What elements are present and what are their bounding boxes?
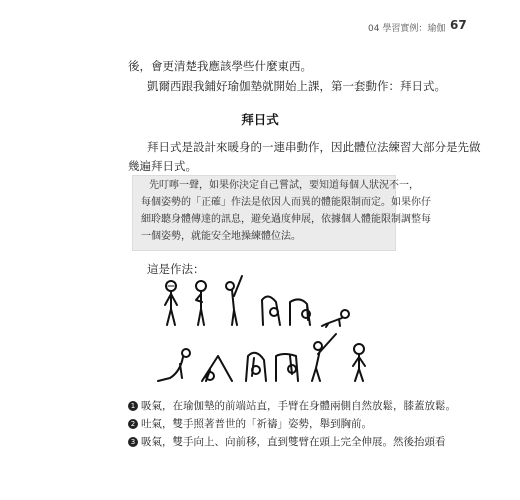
step-number-badge: 3 (128, 437, 138, 447)
chapter-header: 04 學習實例：瑜伽 (368, 24, 446, 34)
pose-forward-fold-figure (262, 296, 280, 325)
step-text: 吸氣，雙手向上、向前移，直到雙臂在頭上完全伸展。然後抬頭看 (141, 436, 446, 448)
sun-salutation-figures (150, 272, 400, 392)
pose-prayer-figure (196, 281, 206, 325)
pose-arms-up-figure (226, 276, 242, 325)
pose-half-lift-figure (290, 299, 310, 325)
step-text: 吐氣，雙手照著普世的「祈禱」姿勢，舉到胸前。 (141, 418, 372, 430)
page-number: 67 (450, 18, 467, 32)
pose-forward-fold-2-figure (276, 354, 298, 381)
pose-standing-figure (165, 281, 177, 325)
paragraph-5: 這是作法： (147, 262, 205, 276)
section-title: 拜日式 (241, 112, 279, 127)
pose-downward-dog-figure (202, 356, 232, 381)
pose-rise-figure (312, 334, 336, 381)
paragraph-1: 後，會更清楚我應該學些什麼東西。 (128, 59, 312, 73)
paragraph-3: 拜日式是設計來暖身的一連串動作，因此體位法練習大部分是先做 (147, 140, 481, 154)
caution-callout (132, 175, 431, 251)
callout-line: 一個姿勢，就能安全地操練體位法。 (141, 231, 301, 242)
paragraph-2: 凱爾西跟我鋪好瑜伽墊就開始上課，第一套動作：拜日式。 (147, 79, 446, 93)
pose-plank-figure (322, 310, 349, 327)
step-number-badge: 1 (128, 401, 138, 411)
callout-line: 細聆聽身體傳達的訊息，避免過度伸展，依據個人體能限制調整每 (141, 214, 431, 225)
callout-line: 每個姿勢的「正確」作法是依因人而異的體能限制而定。如果你仔 (141, 197, 431, 208)
step-1 (128, 397, 456, 415)
callout-line: 先叮嚀一聲，如果你決定自己嘗試，要知道每個人狀況不一， (149, 180, 419, 191)
paragraph-4: 幾遍拜日式。 (128, 159, 197, 173)
pose-cobra-figure (158, 349, 190, 381)
pose-return-standing-figure (353, 344, 365, 381)
step-number-badge: 2 (128, 419, 138, 429)
step-3 (128, 433, 446, 451)
step-text: 吸氣，在瑜伽墊的前端站直，手臂在身體兩側自然放鬆，膝蓋放鬆。 (141, 400, 456, 412)
pose-lunge-figure (246, 353, 266, 381)
step-2 (128, 415, 372, 433)
